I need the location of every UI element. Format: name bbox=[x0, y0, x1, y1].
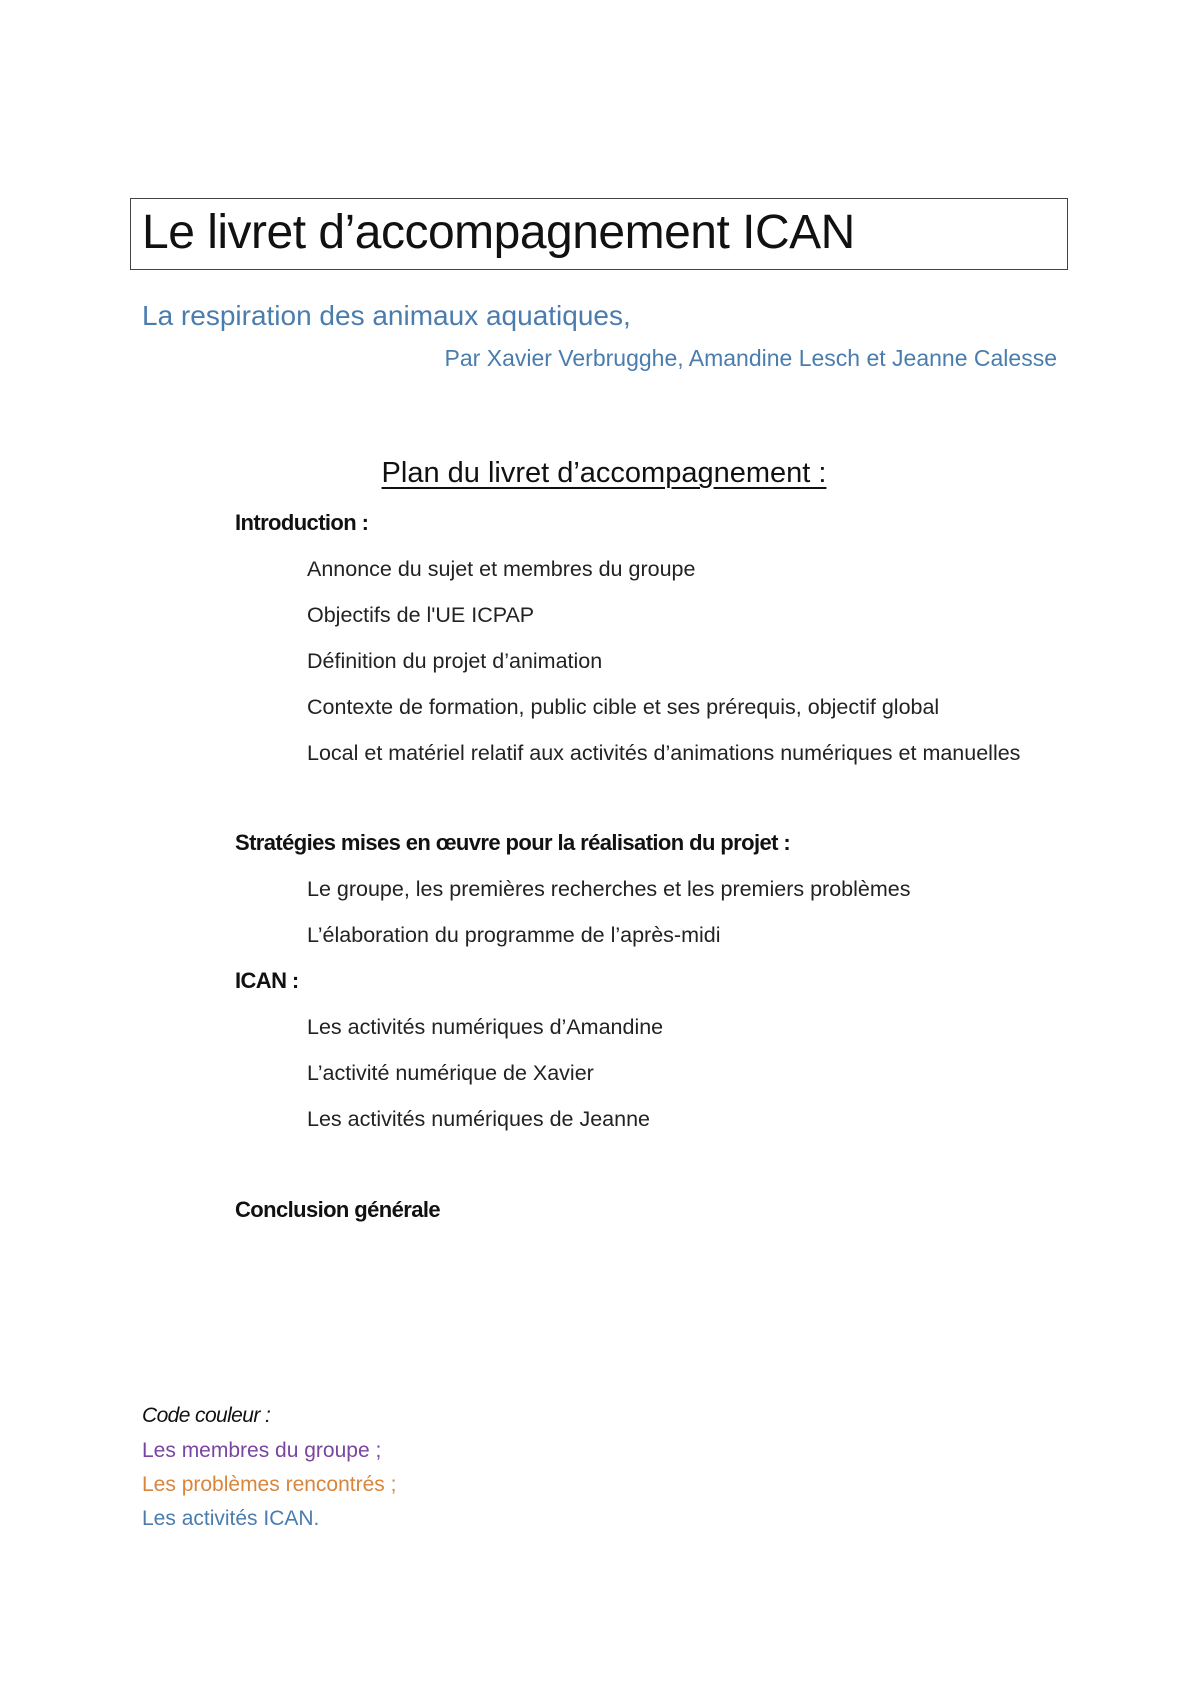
plan-item: Annonce du sujet et membres du groupe bbox=[307, 557, 696, 581]
document-subtitle: La respiration des animaux aquatiques, bbox=[142, 300, 631, 331]
document-authors: Par Xavier Verbrugghe, Amandine Lesch et Jeanne Calesse bbox=[444, 345, 1057, 371]
ican-heading: ICAN : bbox=[235, 968, 299, 993]
plan-item: L’élaboration du programme de l’après-midi bbox=[307, 923, 721, 947]
plan-item: Définition du projet d’animation bbox=[307, 649, 603, 673]
legend-problems: Les problèmes rencontrés ; bbox=[142, 1473, 397, 1496]
legend-ican: Les activités ICAN. bbox=[142, 1507, 320, 1530]
plan-item: Local et matériel relatif aux activités d’animations numériques et manuelles bbox=[307, 741, 1021, 765]
strategies-heading: Stratégies mises en œuvre pour la réalisation du projet : bbox=[235, 830, 791, 855]
legend-members: Les membres du groupe ; bbox=[142, 1439, 382, 1462]
conclusion-heading: Conclusion générale bbox=[235, 1197, 440, 1222]
plan-item: Le groupe, les premières recherches et les premiers problèmes bbox=[307, 877, 911, 901]
plan-item: L’activité numérique de Xavier bbox=[307, 1061, 594, 1085]
plan-item: Contexte de formation, public cible et ses prérequis, objectif global bbox=[307, 695, 940, 719]
introduction-heading: Introduction : bbox=[235, 510, 369, 535]
plan-item: Objectifs de l'UE ICPAP bbox=[307, 603, 535, 627]
title-box bbox=[130, 198, 1068, 270]
plan-title: Plan du livret d’accompagnement : bbox=[381, 457, 827, 489]
document-title: Le livret d’accompagnement ICAN bbox=[142, 206, 855, 259]
plan-item: Les activités numériques de Jeanne bbox=[307, 1107, 651, 1131]
legend-title: Code couleur : bbox=[142, 1404, 271, 1427]
plan-item: Les activités numériques d’Amandine bbox=[307, 1015, 664, 1039]
